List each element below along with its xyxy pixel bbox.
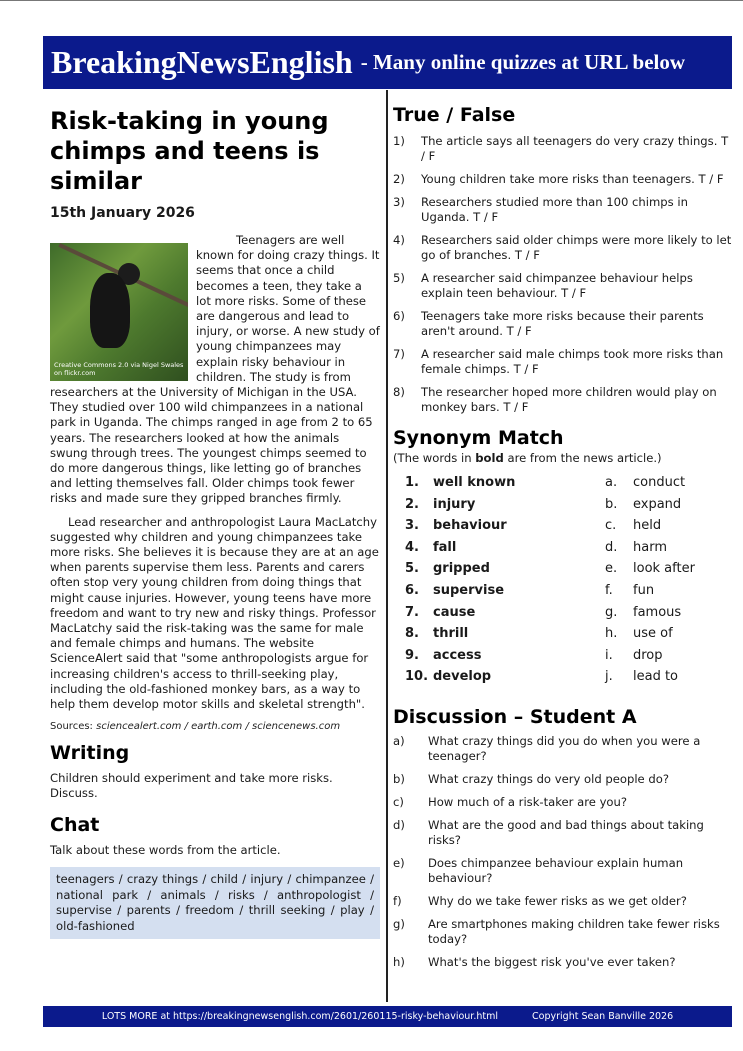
syn-match: harm xyxy=(633,539,667,555)
tf-num: 5) xyxy=(393,271,405,285)
syn-letter: a. xyxy=(605,475,618,490)
discussion-heading: Discussion – Student A xyxy=(393,705,637,728)
syn-num: 7. xyxy=(405,604,419,620)
article-paragraph-1 xyxy=(50,233,380,507)
discussion-item-d xyxy=(393,818,733,848)
tf-num: 6) xyxy=(393,309,405,323)
tf-text: Teenagers take more risks because their parents aren't around. T / F xyxy=(421,309,704,338)
discussion-item-c xyxy=(393,795,733,810)
photo-credit: Creative Commons 2.0 via Nigel Swales on flickr.com xyxy=(54,361,184,377)
true-false-list xyxy=(393,134,733,415)
syn-word: gripped xyxy=(433,561,490,577)
disc-letter: f) xyxy=(393,893,402,908)
syn-word: supervise xyxy=(433,582,505,598)
tf-num: 8) xyxy=(393,385,405,399)
disc-letter: h) xyxy=(393,954,405,969)
syn-match: expand xyxy=(633,496,682,512)
disc-text: Are smartphones making children take fewer risks today? xyxy=(428,916,720,946)
chat-instruction: Talk about these words from the article. xyxy=(50,843,281,858)
header-banner xyxy=(43,36,732,89)
tf-num: 4) xyxy=(393,233,405,247)
syn-letter: e. xyxy=(605,561,618,577)
article-paragraph-2: Lead researcher and anthropologist Laura MacLatchy suggested why children and young chimpanzees take more risks. She believes it is because they are at an age when parents supervise them less. Parents and carers often stop very young children from doing things that might cause injuries. However, young teens have more freedom and want to try new and risky things. Professor MacLatchy said the risk-taking was the same for male and female chimps and humans. The website ScienceAlert said that "some anthropologists argue for increasing children's access to thrill-seeking play, including the old-fashioned monkey bars, as a way to help them develop motor skills and skeletal strength". xyxy=(50,514,379,712)
paragraph-1-text: Teenagers are well known for doing crazy things. It seems that once a child becomes a teen, they take a lot more risks. Some of these are dangerous and lead to injury, or worse. A new study of young chimpanzees may explain risky behaviour in children. The study is from researchers at the University of Michigan in the USA. They studied over 100 wild chimpanzees in a national park in Uganda. The chimps ranged in age from 2 to 65 years. The researchers looked at how the animals swung through trees. The youngest chimps seemed to do more dangerous things, like letting go of branches and letting themselves fall. Older chimps took fewer risks and made sure they gripped branches firmly. xyxy=(50,233,380,506)
discussion-item-g xyxy=(393,917,733,947)
syn-letter: j. xyxy=(605,669,613,685)
sources-line xyxy=(50,721,380,732)
site-tagline: - Many online quizzes at URL below xyxy=(360,50,686,74)
tf-text: A researcher said male chimps took more risks than female chimps. T / F xyxy=(421,347,724,376)
synonym-row xyxy=(393,623,733,645)
tf-item-5 xyxy=(393,271,733,301)
syn-num: 2. xyxy=(405,496,419,512)
syn-letter: g. xyxy=(605,604,618,620)
disc-letter: a) xyxy=(393,733,405,748)
article-title: Risk-taking in young chimps and teens is similar xyxy=(50,107,329,195)
tf-item-7 xyxy=(393,347,733,377)
tf-text: The article says all teenagers do very crazy things. T / F xyxy=(421,134,729,163)
synonym-row xyxy=(393,494,733,516)
syn-num: 9. xyxy=(405,647,419,663)
discussion-list xyxy=(393,734,733,970)
syn-match: conduct xyxy=(633,475,686,490)
syn-match: held xyxy=(633,518,662,534)
disc-letter: d) xyxy=(393,817,405,832)
note-before: (The words in xyxy=(393,451,476,465)
tf-text: Researchers studied more than 100 chimps in Uganda. T / F xyxy=(421,195,688,224)
synonym-row xyxy=(393,602,733,624)
syn-word: cause xyxy=(433,604,476,620)
syn-letter: c. xyxy=(605,518,617,534)
syn-letter: d. xyxy=(605,539,618,555)
syn-match: look after xyxy=(633,561,695,577)
tf-item-1 xyxy=(393,134,733,164)
tf-num: 3) xyxy=(393,195,405,209)
tf-text: Researchers said older chimps were more likely to let go of branches. T / F xyxy=(421,233,732,262)
chimp-photo xyxy=(50,243,188,381)
syn-match: drop xyxy=(633,647,663,663)
footer-copyright: Copyright Sean Banville 2026 xyxy=(532,1011,674,1022)
tf-text: Young children take more risks than teenagers. T / F xyxy=(421,172,724,186)
column-divider xyxy=(386,90,388,1002)
syn-match: fun xyxy=(633,582,655,598)
discussion-item-e xyxy=(393,856,733,886)
syn-match: famous xyxy=(633,604,682,620)
syn-num: 1. xyxy=(405,475,419,490)
disc-text: What are the good and bad things about taking risks? xyxy=(428,817,704,847)
discussion-item-f xyxy=(393,894,733,909)
sources-label: Sources: xyxy=(50,721,93,733)
footer-bar xyxy=(43,1006,732,1027)
syn-word: injury xyxy=(433,496,476,512)
syn-match: lead to xyxy=(633,669,679,685)
synonym-heading: Synonym Match xyxy=(393,427,564,449)
synonym-row xyxy=(393,515,733,537)
tf-item-2 xyxy=(393,172,733,187)
syn-word: access xyxy=(433,647,482,663)
syn-num: 5. xyxy=(405,561,419,577)
syn-word: thrill xyxy=(433,626,469,642)
syn-letter: b. xyxy=(605,496,618,512)
syn-num: 8. xyxy=(405,626,419,642)
syn-num: 3. xyxy=(405,518,419,534)
syn-letter: f. xyxy=(605,582,613,598)
disc-text: What crazy things did you do when you were a teenager? xyxy=(428,733,701,763)
article-date: 15th January 2026 xyxy=(50,205,195,221)
disc-text: What's the biggest risk you've ever taken? xyxy=(428,954,676,969)
disc-text: What crazy things do very old people do? xyxy=(428,771,669,786)
footer-url[interactable]: LOTS MORE at https://breakingnewsenglish.com/2601/260115-risky-behaviour.html xyxy=(101,1011,499,1022)
article-column xyxy=(50,98,380,939)
tf-item-8 xyxy=(393,385,733,415)
tf-item-6 xyxy=(393,309,733,339)
syn-word: well known xyxy=(433,475,516,490)
note-after: are from the news article.) xyxy=(503,451,662,465)
tf-text: The researcher hoped more children would play on monkey bars. T / F xyxy=(421,385,717,414)
sources-list[interactable]: sciencealert.com / earth.com / sciencenews.com xyxy=(96,721,341,733)
tf-num: 1) xyxy=(393,134,405,148)
discussion-item-b xyxy=(393,772,733,787)
writing-prompt: Children should experiment and take more risks. Discuss. xyxy=(50,771,333,801)
site-brand[interactable]: BreakingNewsEnglish xyxy=(51,44,353,80)
chat-heading: Chat xyxy=(50,814,100,837)
disc-text: Does chimpanzee behaviour explain human behaviour? xyxy=(428,855,684,885)
tf-num: 7) xyxy=(393,347,405,361)
synonym-row xyxy=(393,472,733,494)
tf-item-4 xyxy=(393,233,733,263)
synonym-row xyxy=(393,645,733,667)
writing-heading: Writing xyxy=(50,742,130,765)
syn-num: 4. xyxy=(405,539,419,555)
true-false-heading: True / False xyxy=(393,104,516,126)
disc-letter: b) xyxy=(393,771,405,786)
syn-letter: i. xyxy=(605,647,613,663)
tf-item-3 xyxy=(393,195,733,225)
disc-text: How much of a risk-taker are you? xyxy=(428,794,628,809)
synonym-row xyxy=(393,537,733,559)
syn-num: 6. xyxy=(405,582,419,598)
top-rule xyxy=(0,0,743,1)
synonym-grid xyxy=(393,472,733,688)
syn-letter: h. xyxy=(605,626,618,642)
discussion-item-a xyxy=(393,734,733,764)
synonym-row xyxy=(393,580,733,602)
disc-letter: g) xyxy=(393,916,405,931)
note-bold: bold xyxy=(475,451,504,465)
syn-word: behaviour xyxy=(433,518,507,534)
chimp-body-shape xyxy=(90,273,130,348)
disc-letter: e) xyxy=(393,855,405,870)
disc-letter: c) xyxy=(393,794,404,809)
chat-word-box: teenagers / crazy things / child / injury / chimpanzee / national park / animals / risks / anthropologist / supervise / parents / freedom / thrill seeking / play / old-fashioned xyxy=(50,867,380,939)
tf-num: 2) xyxy=(393,172,405,186)
discussion-item-h xyxy=(393,955,733,970)
exercise-column xyxy=(393,98,733,978)
disc-text: Why do we take fewer risks as we get older? xyxy=(428,893,687,908)
syn-word: develop xyxy=(433,669,492,685)
syn-num: 10. xyxy=(405,669,429,685)
synonym-row xyxy=(393,666,733,688)
synonym-row xyxy=(393,558,733,580)
syn-match: use of xyxy=(633,626,673,642)
syn-word: fall xyxy=(433,539,457,555)
tf-text: A researcher said chimpanzee behaviour helps explain teen behaviour. T / F xyxy=(421,271,693,300)
synonym-note xyxy=(393,451,733,465)
